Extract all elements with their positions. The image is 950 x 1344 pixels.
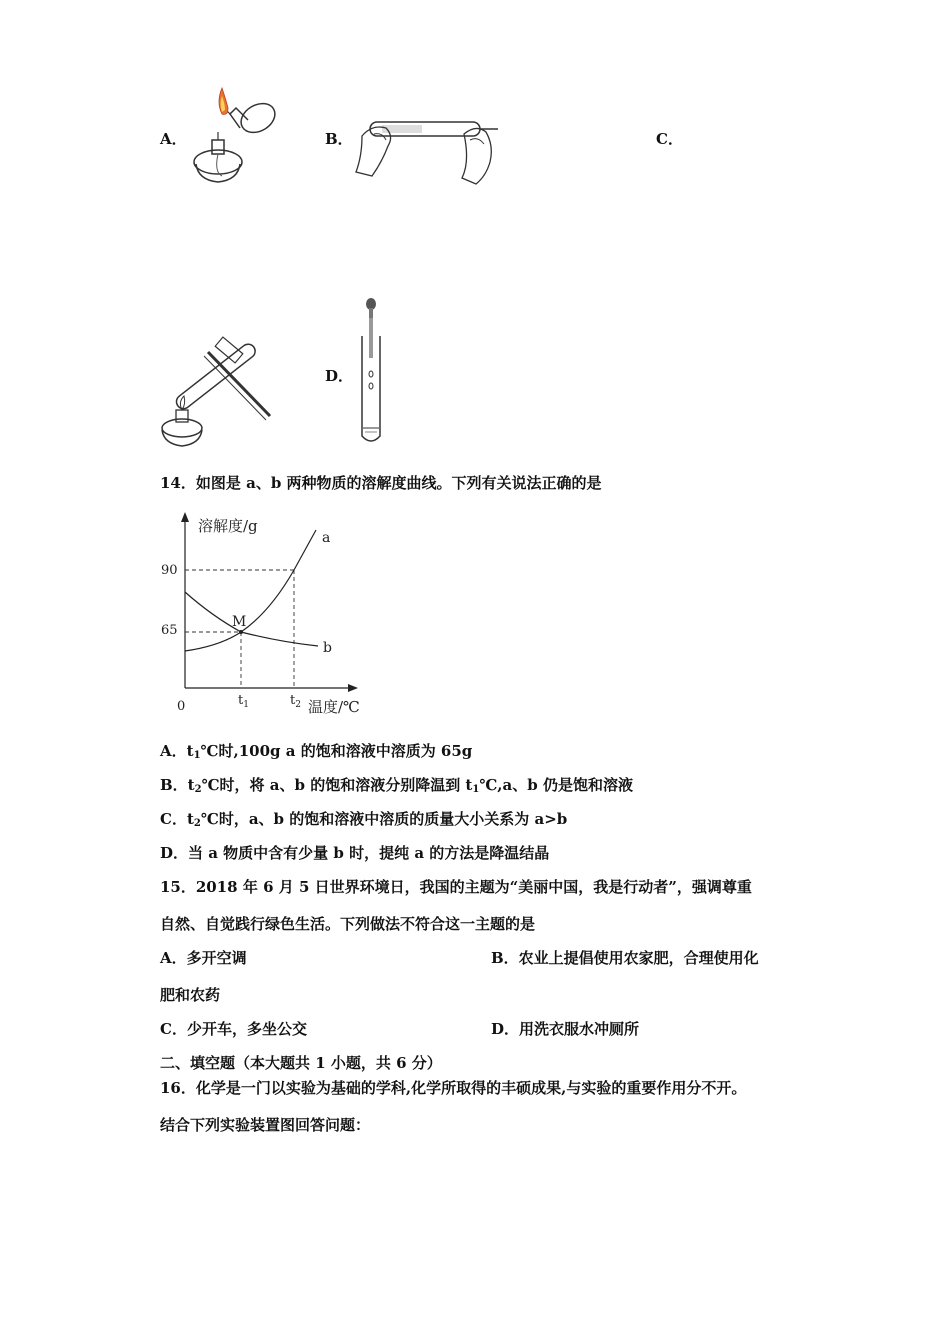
y-axis-label: 溶解度/g (198, 517, 258, 535)
option-b-label: B． (325, 130, 353, 148)
point-m-label: M (232, 614, 247, 630)
q16-line2: 结合下列实验装置图回答问题： (160, 1116, 371, 1134)
q15-option-d: D．用洗衣服水冲厕所 (491, 1020, 640, 1038)
x-tick-t1: $t_1$ (238, 693, 249, 710)
origin-label: 0 (177, 699, 186, 714)
dropper-in-test-tube-illustration (356, 296, 388, 448)
curve-a (185, 530, 316, 651)
q15-stem-line1: 15．2018 年 6 月 5 日世界环境日，我国的主题为“美丽中国，我是行动者”，强调尊重 (160, 878, 752, 896)
series-b-label: b (323, 640, 332, 656)
x-tick-t2: $t_2$ (290, 693, 301, 710)
x-axis-arrow (348, 684, 358, 692)
q15-option-b-continued: 肥和农药 (160, 986, 221, 1004)
q14-option-b: B．$t_2℃$时，将 a、b 的饱和溶液分别降温到 $t_1℃,a$、b 仍是饱和溶液 (160, 776, 633, 795)
heating-test-tube-illustration (158, 336, 276, 448)
q14-option-c: C．$t_2℃$时，a、b 的饱和溶液中溶质的质量大小关系为 a>b (160, 810, 568, 829)
q14-option-a: A．$t_1℃$时,100g a 的饱和溶液中溶质为 65g (160, 742, 473, 761)
series-a-label: a (322, 530, 331, 546)
curve-b (185, 592, 318, 646)
solubility-curve-chart (150, 508, 380, 720)
option-d-label: D． (325, 367, 354, 385)
section-2-heading: 二、填空题（本大题共 1 小题，共 6 分） (160, 1054, 442, 1072)
q14-option-d: D．当 a 物质中含有少量 b 时，提纯 a 的方法是降温结晶 (160, 844, 550, 862)
y-axis-arrow (181, 512, 189, 522)
option-c-label: C． (656, 130, 683, 148)
q15-stem-line2: 自然、自觉践行绿色生活。下列做法不符合这一主题的是 (160, 915, 536, 933)
q15-option-a: A．多开空调 (160, 949, 247, 967)
test-tube-shaking-illustration (352, 106, 504, 186)
y-tick-65: 65 (161, 623, 178, 638)
q15-option-c: C．少开车，多坐公交 (160, 1020, 307, 1038)
q16-line1: 16．化学是一门以实验为基础的学科,化学所取得的丰硕成果,与实验的重要作用分不开。 (160, 1079, 747, 1097)
q14-stem: 14．如图是 a、b 两种物质的溶解度曲线。下列有关说法正确的是 (160, 474, 602, 492)
alcohol-lamp-lighting-illustration (188, 84, 286, 188)
point-m (239, 630, 243, 634)
y-tick-90: 90 (161, 563, 178, 578)
x-axis-label: 温度/℃ (308, 698, 360, 716)
q15-option-b: B．农业上提倡使用农家肥，合理使用化 (491, 949, 759, 967)
option-a-label: A． (160, 130, 187, 148)
